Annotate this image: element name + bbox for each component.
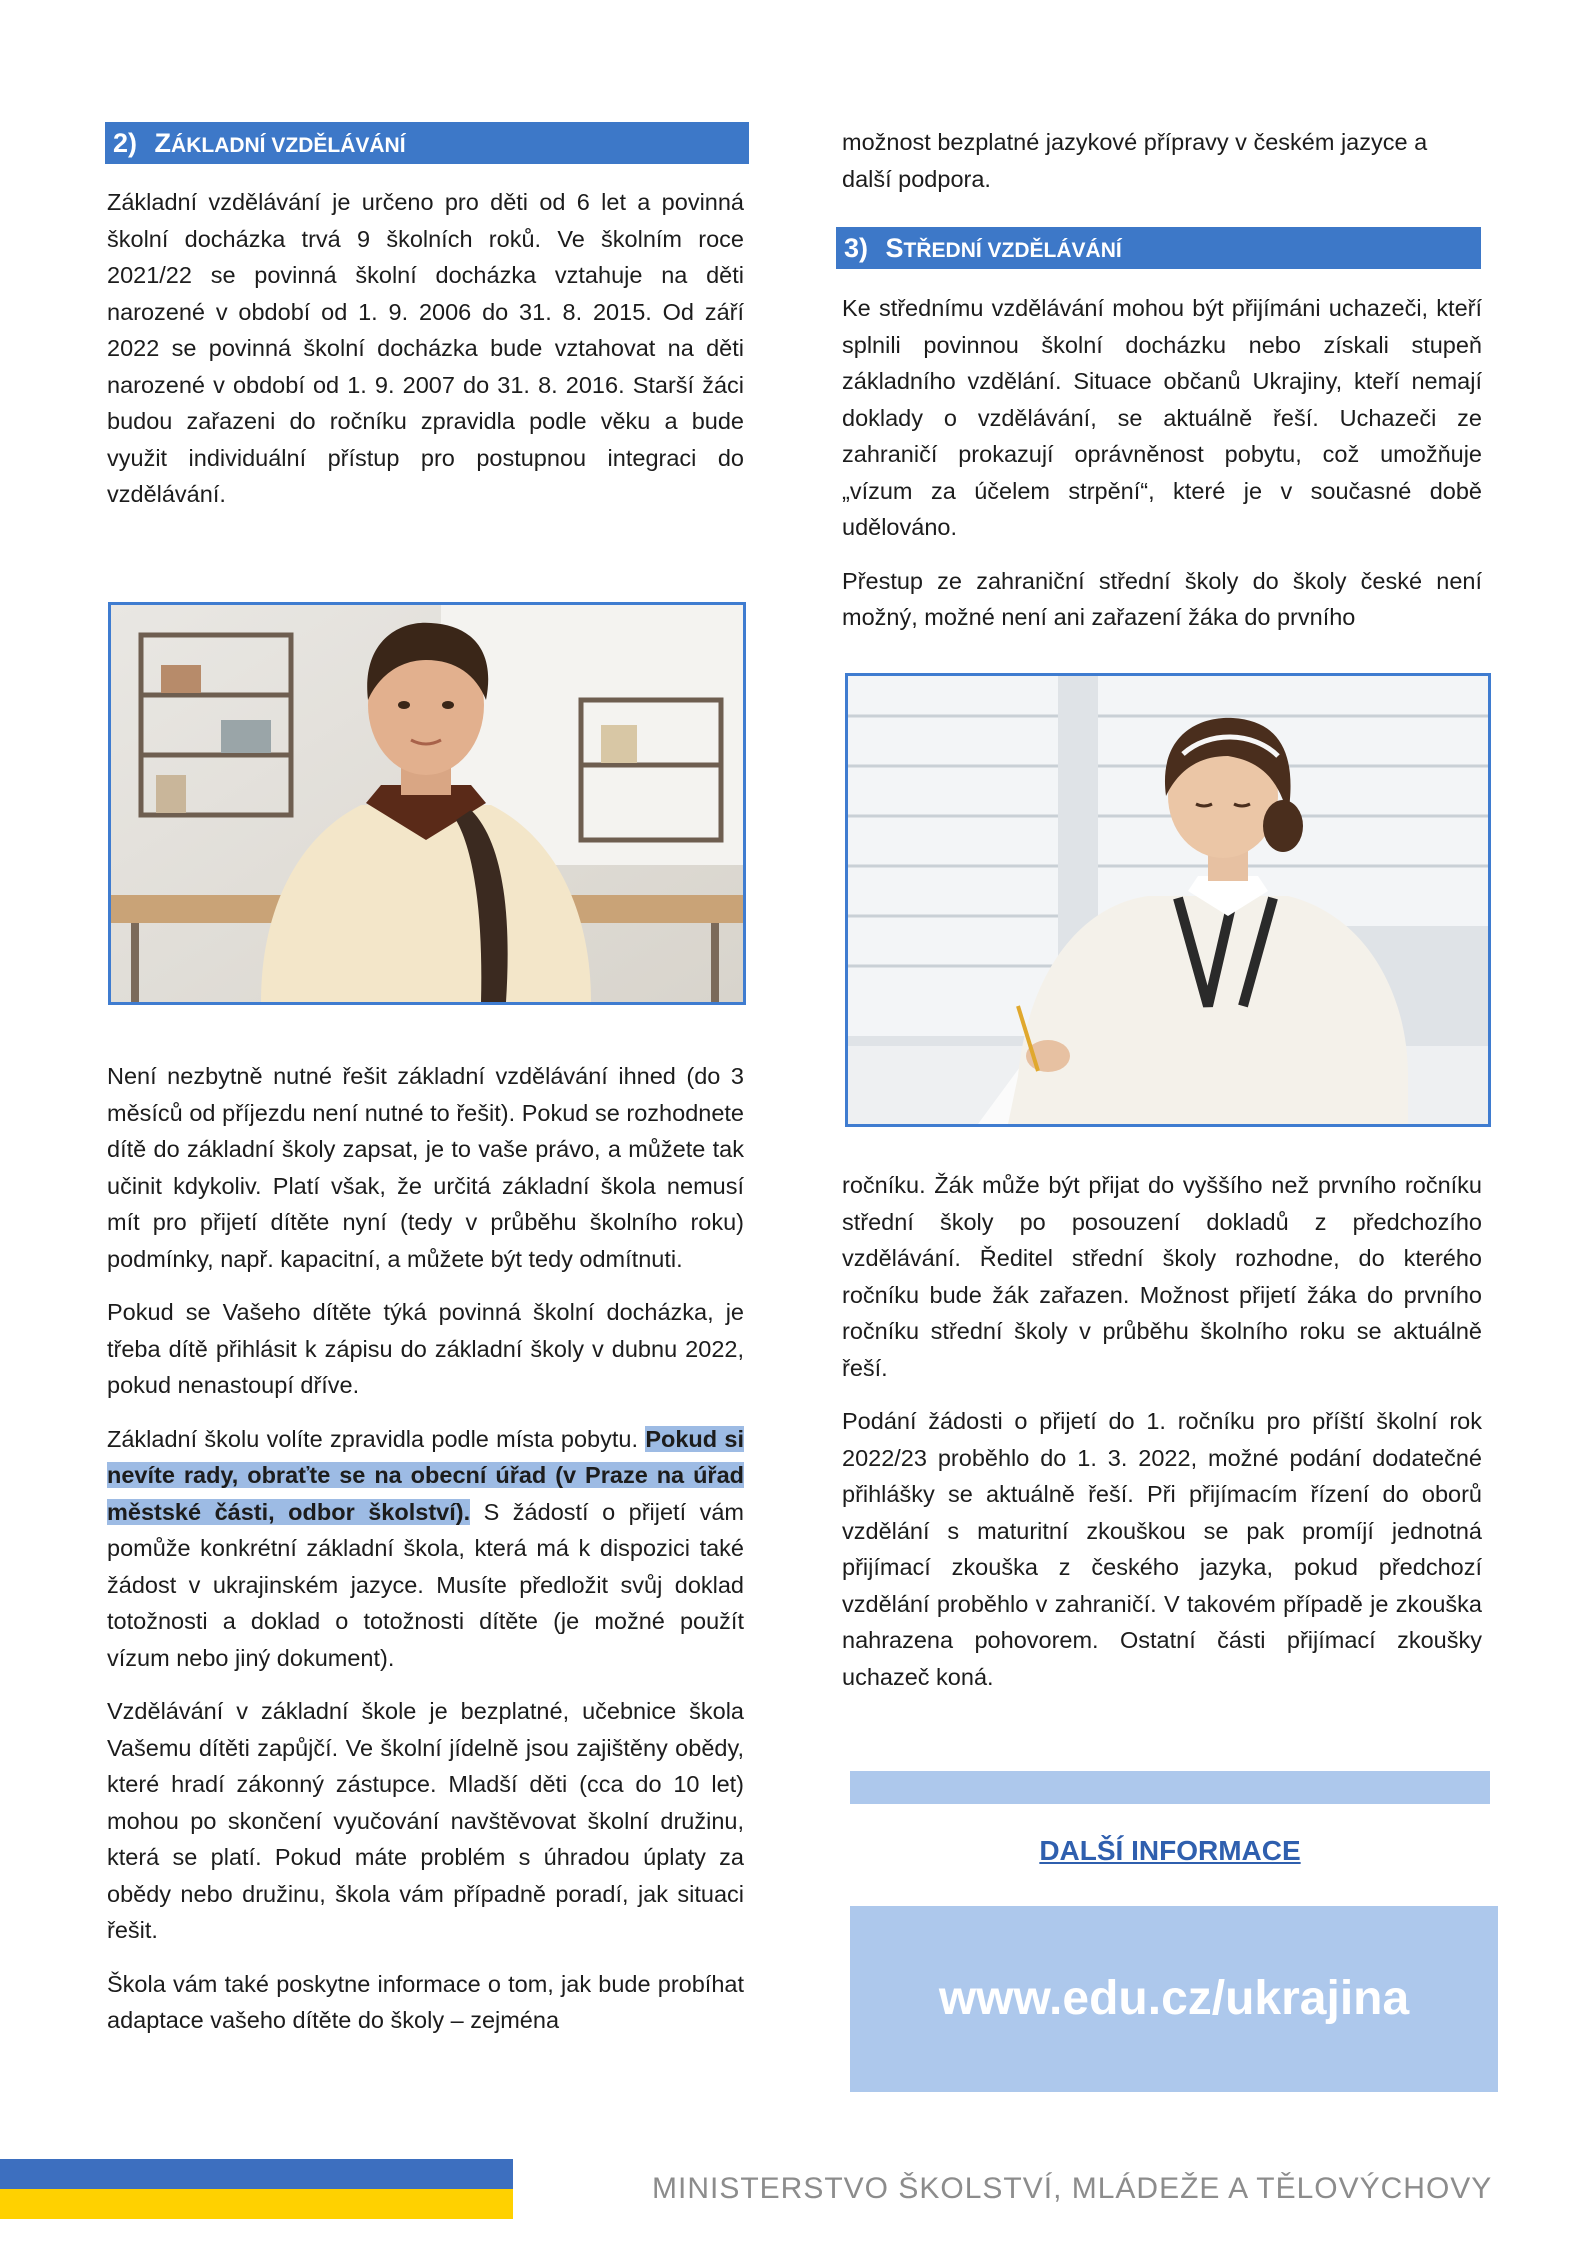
- section-3-number: 3): [844, 233, 869, 263]
- section-3-paragraph-2: Přestup ze zahraniční střední školy do školy české není možný, možné není ani zařazení žáka do prvního: [842, 567, 1482, 630]
- ukraine-flag-yellow-stripe: [0, 2189, 513, 2219]
- section-2-title-rest: ÁKLADNÍ VZDĚLÁVÁNÍ: [171, 134, 406, 157]
- ministry-name: MINISTERSTVO ŠKOLSTVÍ, MLÁDEŽE A TĚLOVÝCHOVY: [652, 2172, 1493, 2205]
- section-3-text-top: [842, 290, 1482, 653]
- section-2-paragraph-4: [107, 1421, 744, 1677]
- section-3-intro: [842, 124, 1482, 214]
- section-2-paragraph-3: Pokud se Vašeho dítěte týká povinná školní docházka, je třeba dítě přihlásit k zápisu do základní školy v dubnu 2022, pokud nenastoupí dříve.: [107, 1299, 744, 1398]
- section-2-paragraph-4-end: S žádostí o přijetí vám pomůže konkrétní základní škola, která má k dispozici také žádost v ukrajinském jazyce. Musíte předložit svůj doklad totožnosti a doklad o totožnosti dítěte (je možné použít vízum nebo jiný dokument).: [107, 1498, 745, 1671]
- section-3-text-bottom: [842, 1167, 1482, 1712]
- section-3-title-initial: S: [885, 233, 904, 263]
- section-3-intro-text: možnost bezplatné jazykové přípravy v českém jazyce a další podpora.: [842, 129, 1428, 192]
- further-info-link[interactable]: DALŠÍ INFORMACE: [1039, 1835, 1301, 1866]
- section-3-heading: [836, 227, 1481, 269]
- girl-writing-image: [848, 676, 1488, 1124]
- website-url-box[interactable]: [850, 1906, 1498, 2092]
- section-2-text-bottom: [107, 1058, 744, 2056]
- info-top-bar: [850, 1771, 1490, 1804]
- ukraine-flag-blue-stripe: [0, 2159, 513, 2189]
- website-url[interactable]: www.edu.cz/ukrajina: [938, 1972, 1410, 2025]
- section-3-title-rest: TŘEDNÍ VZDĚLÁVÁNÍ: [903, 239, 1122, 262]
- section-2-paragraph-6: Škola vám také poskytne informace o tom, jak bude probíhat adaptace vašeho dítěte do školy – zejména: [107, 1970, 744, 2033]
- section-3-paragraph-3: ročníku. Žák může být přijat do vyššího než prvního ročníku střední školy po posouzení dokladů z předchozího vzdělávání. Ředitel střední školy rozhodne, do kterého ročníku bude žák zařazen. Možnost přijetí žáka do prvního ročníku střední školy v průběhu školního roku se aktuálně řeší.: [842, 1172, 1482, 1381]
- section-2-heading: [105, 122, 749, 164]
- section-2-highlight: Pokud si nevíte rady, obraťte se na obecní úřad (v Praze na úřad městské části, odbor školství).: [107, 1425, 745, 1525]
- section-2-text-top: [107, 184, 744, 530]
- section-2-number: 2): [113, 128, 138, 158]
- section-2-title-initial: Z: [154, 128, 172, 158]
- girl-photo: [845, 673, 1491, 1127]
- boy-photo: [108, 602, 746, 1005]
- boy-with-backpack-image: [111, 605, 743, 1002]
- section-2-paragraph-5: Vzdělávání v základní škole je bezplatné, učebnice škola Vašemu dítěti zapůjčí. Ve školní jídelně jsou zajištěny obědy, které hradí zákonný zástupce. Mladší děti (cca do 10 let) mohou po skončení vyučování navštěvovat školní družinu, která se platí. Pokud máte problém s úhradou úplaty za obědy nebo družinu, škola vám případně poradí, jak situaci řešit.: [107, 1698, 744, 1943]
- section-2-paragraph-2: Není nezbytně nutné řešit základní vzdělávání ihned (do 3 měsíců od příjezdu není nutné to řešit). Pokud se rozhodnete dítě do základní školy zapsat, je to vaše právo, a můžete tak učinit kdykoliv. Platí však, že určitá základní škola nemusí mít pro přijetí dítěte nyní (tedy v průběhu školního roku) podmínky, např. kapacitní, a můžete být tedy odmítnuti.: [107, 1063, 744, 1272]
- section-3-paragraph-4: Podání žádosti o přijetí do 1. ročníku pro příští školní rok 2022/23 proběhlo do 1. 3. 2022, možné podání dodatečné přihlášky se aktuálně řeší. Při přijímacím řízení do oborů vzdělání s maturitní zkouškou se pak promíjí jednotná přijímací zkouška z českého jazyka, pokud předchozí vzdělání proběhlo v zahraničí. V takovém případě je zkouška nahrazena pohovorem. Ostatní části přijímací zkoušky uchazeč koná.: [842, 1408, 1482, 1690]
- section-2-paragraph-1: Základní vzdělávání je určeno pro děti od 6 let a povinná školní docházka trvá 9 školních roků. Ve školním roce 2021/22 se povinná školní docházka vztahuje na děti narozené v období od 1. 9. 2006 do 31. 8. 2015. Od září 2022 se povinná školní docházka bude vztahovat na děti narozené v období od 1. 9. 2007 do 31. 8. 2016. Starší žáci budou zařazeni do ročníku zpravidla podle věku a bude využit individuální přístup pro postupnou integraci do vzdělávání.: [107, 189, 744, 507]
- section-3-paragraph-1: Ke střednímu vzdělávání mohou být přijímáni uchazeči, kteří splnili povinnou školní docházku nebo získali stupeň základního vzdělání. Situace občanů Ukrajiny, kteří nemají doklady o vzdělávání, se aktuálně řeší. Uchazeči ze zahraničí prokazují oprávněnost pobytu, což umožňuje „vízum za účelem strpění“, které je v současné době udělováno.: [842, 295, 1482, 540]
- section-2-paragraph-4-start: Základní školu volíte zpravidla podle místa pobytu.: [107, 1425, 639, 1452]
